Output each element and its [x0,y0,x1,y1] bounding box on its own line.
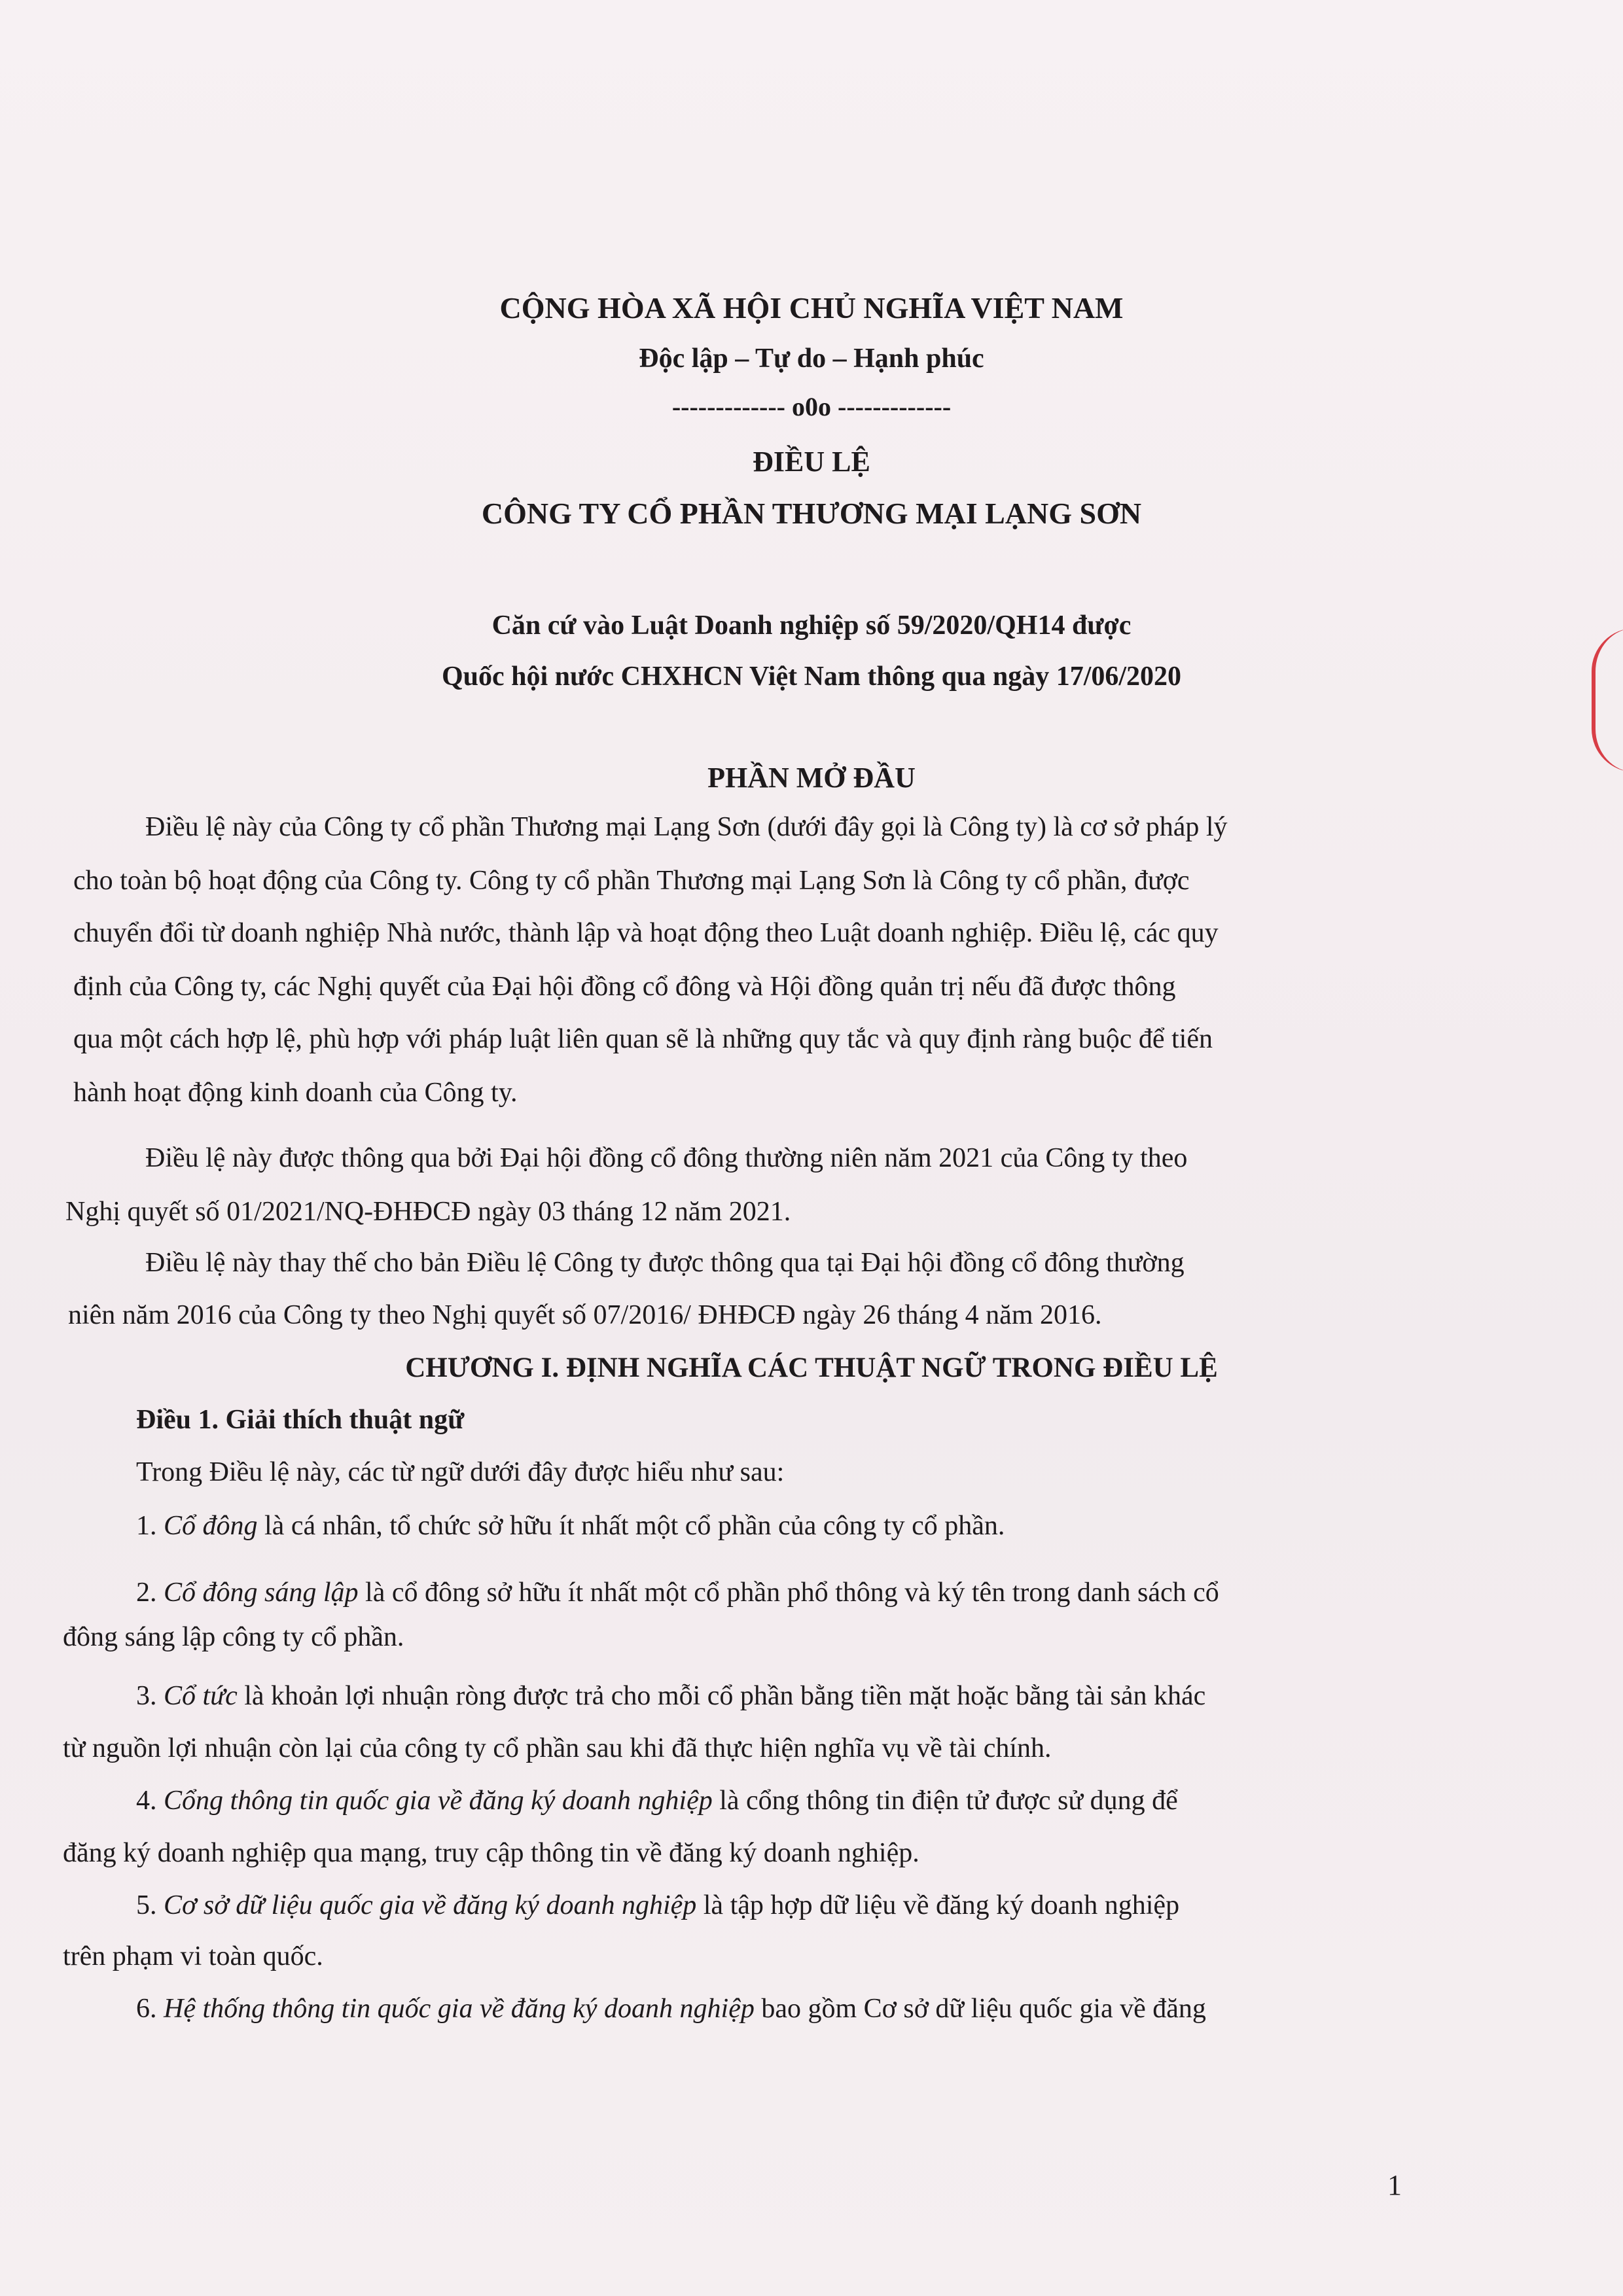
preamble-p1-line: qua một cách hợp lệ, phù hợp với pháp luật liên quan sẽ là những quy tắc và quy định ràng buộc để tiến [73,1024,1213,1054]
defined-term: Cơ sở dữ liệu quốc gia về đăng ký doanh nghiệp [164,1890,697,1920]
definition-item [136,1577,1219,1608]
item-number: 3. [136,1681,164,1711]
definition-text: là cổ đông sở hữu ít nhất một cổ phần phổ thông và ký tên trong danh sách cổ [358,1578,1219,1608]
item-number: 2. [136,1578,164,1608]
header-divider: ------------- o0o ------------- [671,392,952,421]
item-number: 5. [136,1890,164,1920]
defined-term: Cổng thông tin quốc gia về đăng ký doanh nghiệp [164,1786,713,1816]
definition-item [136,1785,1178,1816]
preamble-p1-line: Điều lệ này của Công ty cổ phần Thương mại Lạng Sơn (dưới đây gọi là Công ty) là cơ sở pháp lý [145,812,1228,842]
preamble-p1-line: hành hoạt động kinh doanh của Công ty. [73,1078,518,1108]
preamble-p1-line: cho toàn bộ hoạt động của Công ty. Công ty cổ phần Thương mại Lạng Sơn là Công ty cổ phần, được [73,866,1190,896]
article-intro: Trong Điều lệ này, các từ ngữ dưới đây được hiểu như sau: [136,1457,785,1487]
definition-continuation: trên phạm vi toàn quốc. [63,1941,323,1971]
defined-term: Cổ đông sáng lập [164,1578,359,1608]
national-motto: Độc lập – Tự do – Hạnh phúc [639,344,984,374]
item-number: 1. [136,1511,164,1541]
definition-item [136,1680,1205,1712]
definition-text: là tập hợp dữ liệu về đăng ký doanh nghiệp [696,1890,1180,1920]
preamble-p1-line: chuyển đổi từ doanh nghiệp Nhà nước, thành lập và hoạt động theo Luật doanh nghiệp. Điều lệ, các quy [73,918,1219,948]
red-stamp-edge [1592,628,1623,772]
article-heading: Điều 1. Giải thích thuật ngữ [136,1405,465,1435]
legal-basis-line-1: Căn cứ vào Luật Doanh nghiệp số 59/2020/QH14 được [491,610,1132,641]
item-number: 4. [136,1786,164,1816]
definition-item [136,1993,1206,2024]
definition-item [136,1510,1005,1542]
definition-continuation: đăng ký doanh nghiệp qua mạng, truy cập thông tin về đăng ký doanh nghiệp. [63,1838,919,1868]
defined-term: Cổ tức [164,1681,238,1711]
company-name: CÔNG TY CỔ PHẦN THƯƠNG MẠI LẠNG SƠN [481,497,1142,530]
preamble-p2-line: Điều lệ này được thông qua bởi Đại hội đồng cổ đông thường niên năm 2021 của Công ty theo [145,1143,1188,1173]
definition-continuation: đông sáng lập công ty cổ phần. [63,1622,404,1652]
preamble-p3-line: Điều lệ này thay thế cho bản Điều lệ Công ty được thông qua tại Đại hội đồng cổ đông thường [145,1248,1185,1278]
chapter-heading: CHƯƠNG I. ĐỊNH NGHĨA CÁC THUẬT NGỮ TRONG ĐIỀU LỆ [405,1352,1218,1383]
document-type: ĐIỀU LỆ [753,446,870,478]
preamble-p2-line: Nghị quyết số 01/2021/NQ-ĐHĐCĐ ngày 03 tháng 12 năm 2021. [65,1197,791,1227]
defined-term: Cổ đông [164,1511,258,1541]
page-number: 1 [1387,2169,1402,2201]
preamble-heading: PHẦN MỞ ĐẦU [707,762,916,794]
preamble-p1-line: định của Công ty, các Nghị quyết của Đại hội đồng cổ đông và Hội đồng quản trị nếu đã được thông [73,972,1176,1002]
definition-continuation: từ nguồn lợi nhuận còn lại của công ty cổ phần sau khi đã thực hiện nghĩa vụ về tài chính. [63,1733,1052,1763]
definition-text: bao gồm Cơ sở dữ liệu quốc gia về đăng [754,1994,1206,2024]
preamble-p3-line: niên năm 2016 của Công ty theo Nghị quyết số 07/2016/ ĐHĐCĐ ngày 26 tháng 4 năm 2016. [68,1300,1102,1330]
national-title: CỘNG HÒA XÃ HỘI CHỦ NGHĨA VIỆT NAM [499,291,1124,325]
definition-text: là cá nhân, tổ chức sở hữu ít nhất một cổ phần của công ty cổ phần. [257,1511,1005,1541]
definition-text: là khoản lợi nhuận ròng được trả cho mỗi cổ phần bằng tiền mặt hoặc bằng tài sản khác [237,1681,1206,1711]
definition-item [136,1890,1179,1921]
legal-basis-line-2: Quốc hội nước CHXHCN Việt Nam thông qua ngày 17/06/2020 [441,662,1182,692]
definition-text: là cổng thông tin điện tử được sử dụng để [712,1786,1178,1816]
item-number: 6. [136,1994,164,2024]
defined-term: Hệ thống thông tin quốc gia về đăng ký doanh nghiệp [164,1994,755,2024]
